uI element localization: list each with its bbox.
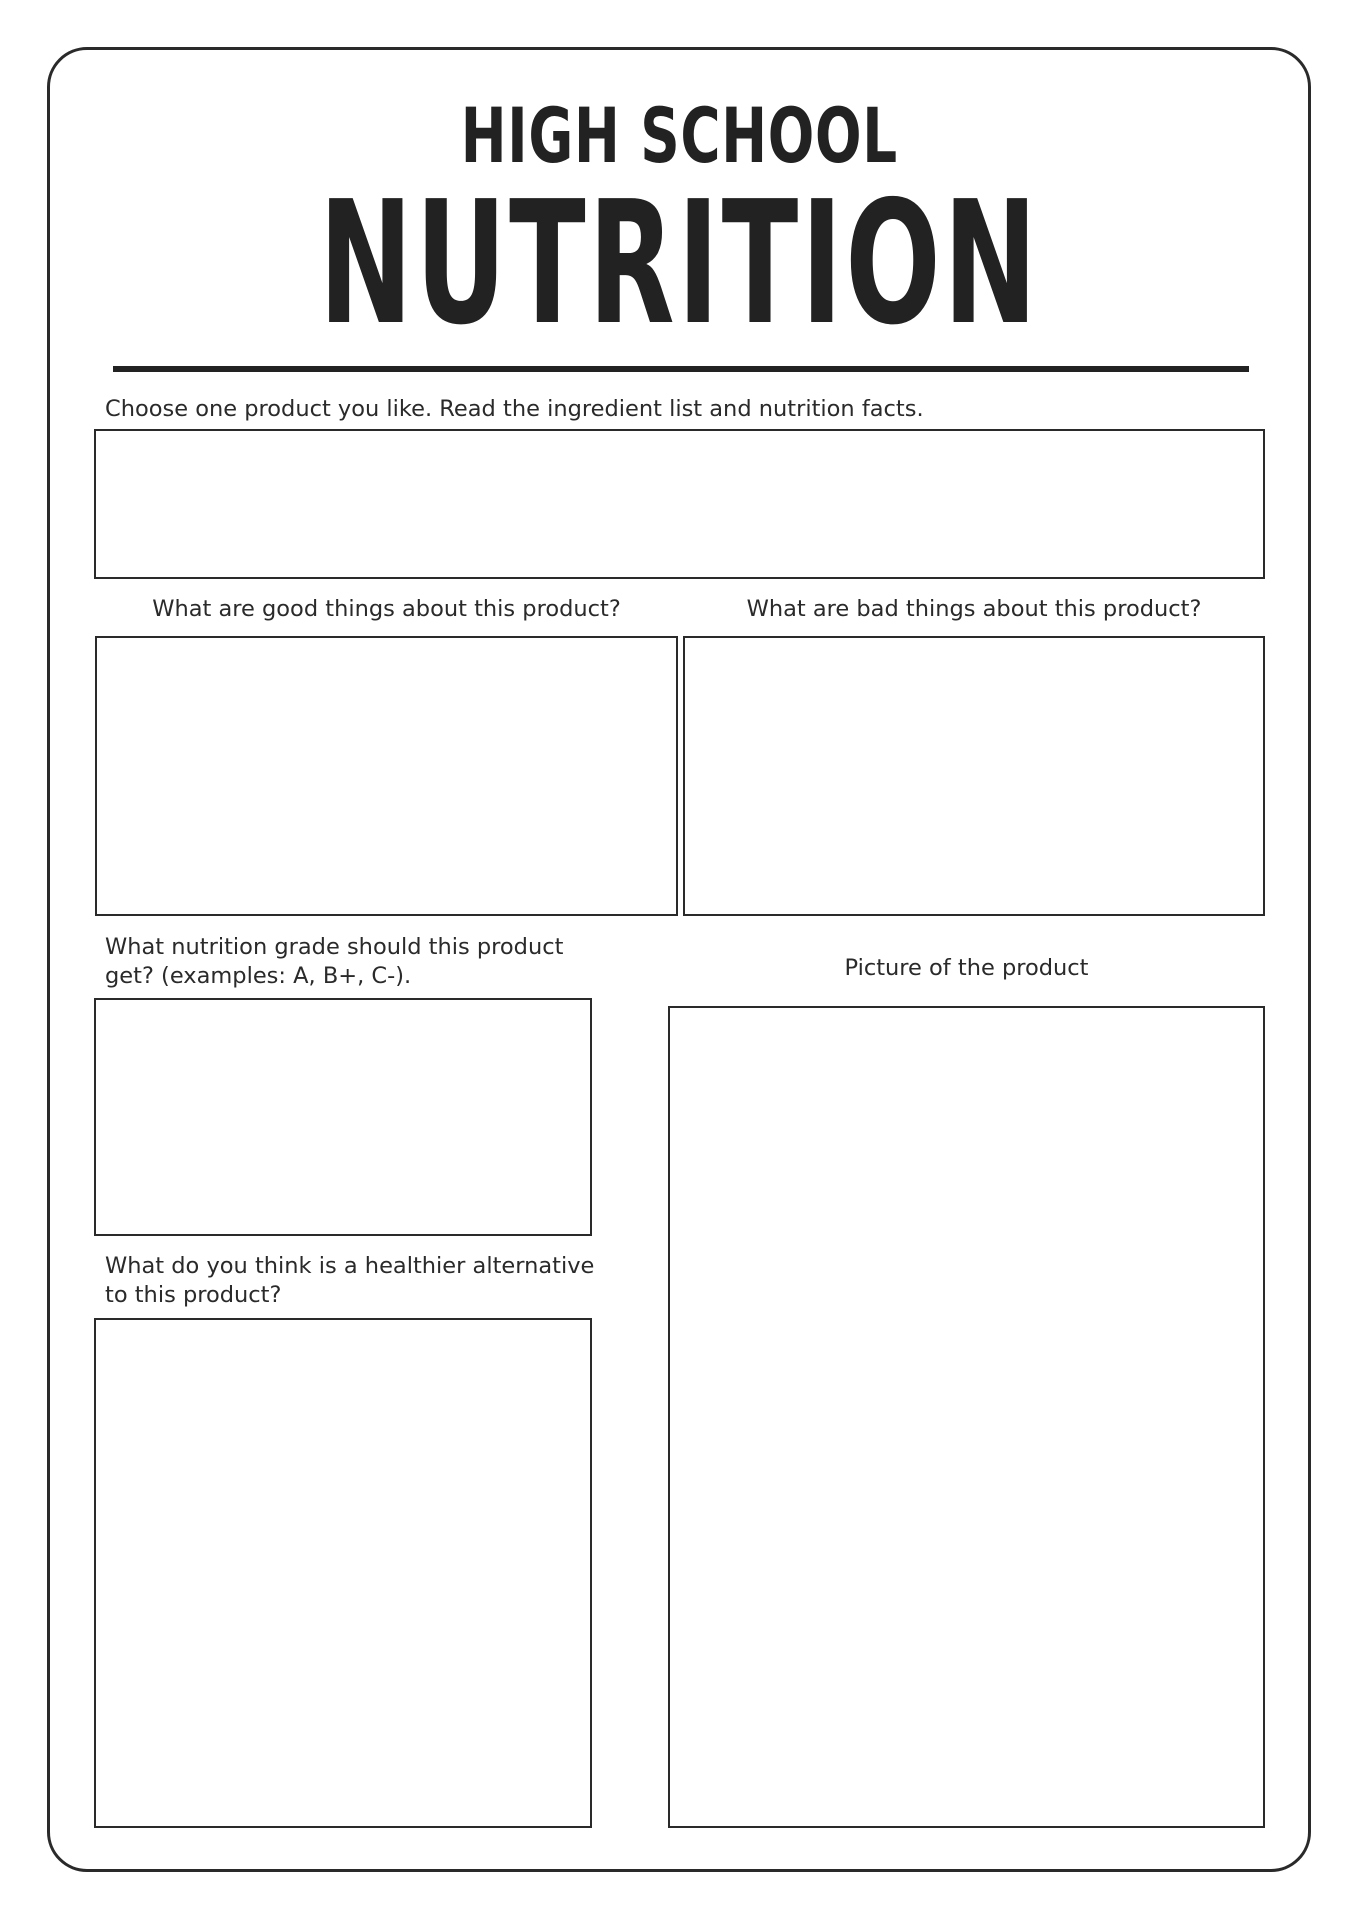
- choose-product-prompt: Choose one product you like. Read the ingredient list and nutrition facts.: [105, 396, 924, 422]
- alternative-answer-box[interactable]: [94, 1318, 592, 1828]
- title-divider: [113, 366, 1249, 372]
- worksheet-subtitle: HIGH SCHOOL: [460, 91, 898, 180]
- product-answer-box[interactable]: [94, 429, 1265, 579]
- grade-prompt-line1: What nutrition grade should this product: [105, 934, 564, 960]
- bad-things-prompt: What are bad things about this product?: [746, 596, 1202, 622]
- bad-things-answer-box[interactable]: [683, 636, 1265, 916]
- grade-answer-box[interactable]: [94, 998, 592, 1236]
- picture-box[interactable]: [668, 1006, 1265, 1828]
- good-things-answer-box[interactable]: [95, 636, 678, 916]
- alternative-prompt-line2: to this product?: [105, 1282, 282, 1308]
- grade-prompt-line2: get? (examples: A, B+, C-).: [105, 963, 412, 989]
- alternative-prompt-line1: What do you think is a healthier alternative: [105, 1253, 595, 1279]
- worksheet-title: NUTRITION: [318, 165, 1040, 363]
- good-things-prompt: What are good things about this product?: [152, 596, 621, 622]
- picture-prompt: Picture of the product: [844, 955, 1089, 981]
